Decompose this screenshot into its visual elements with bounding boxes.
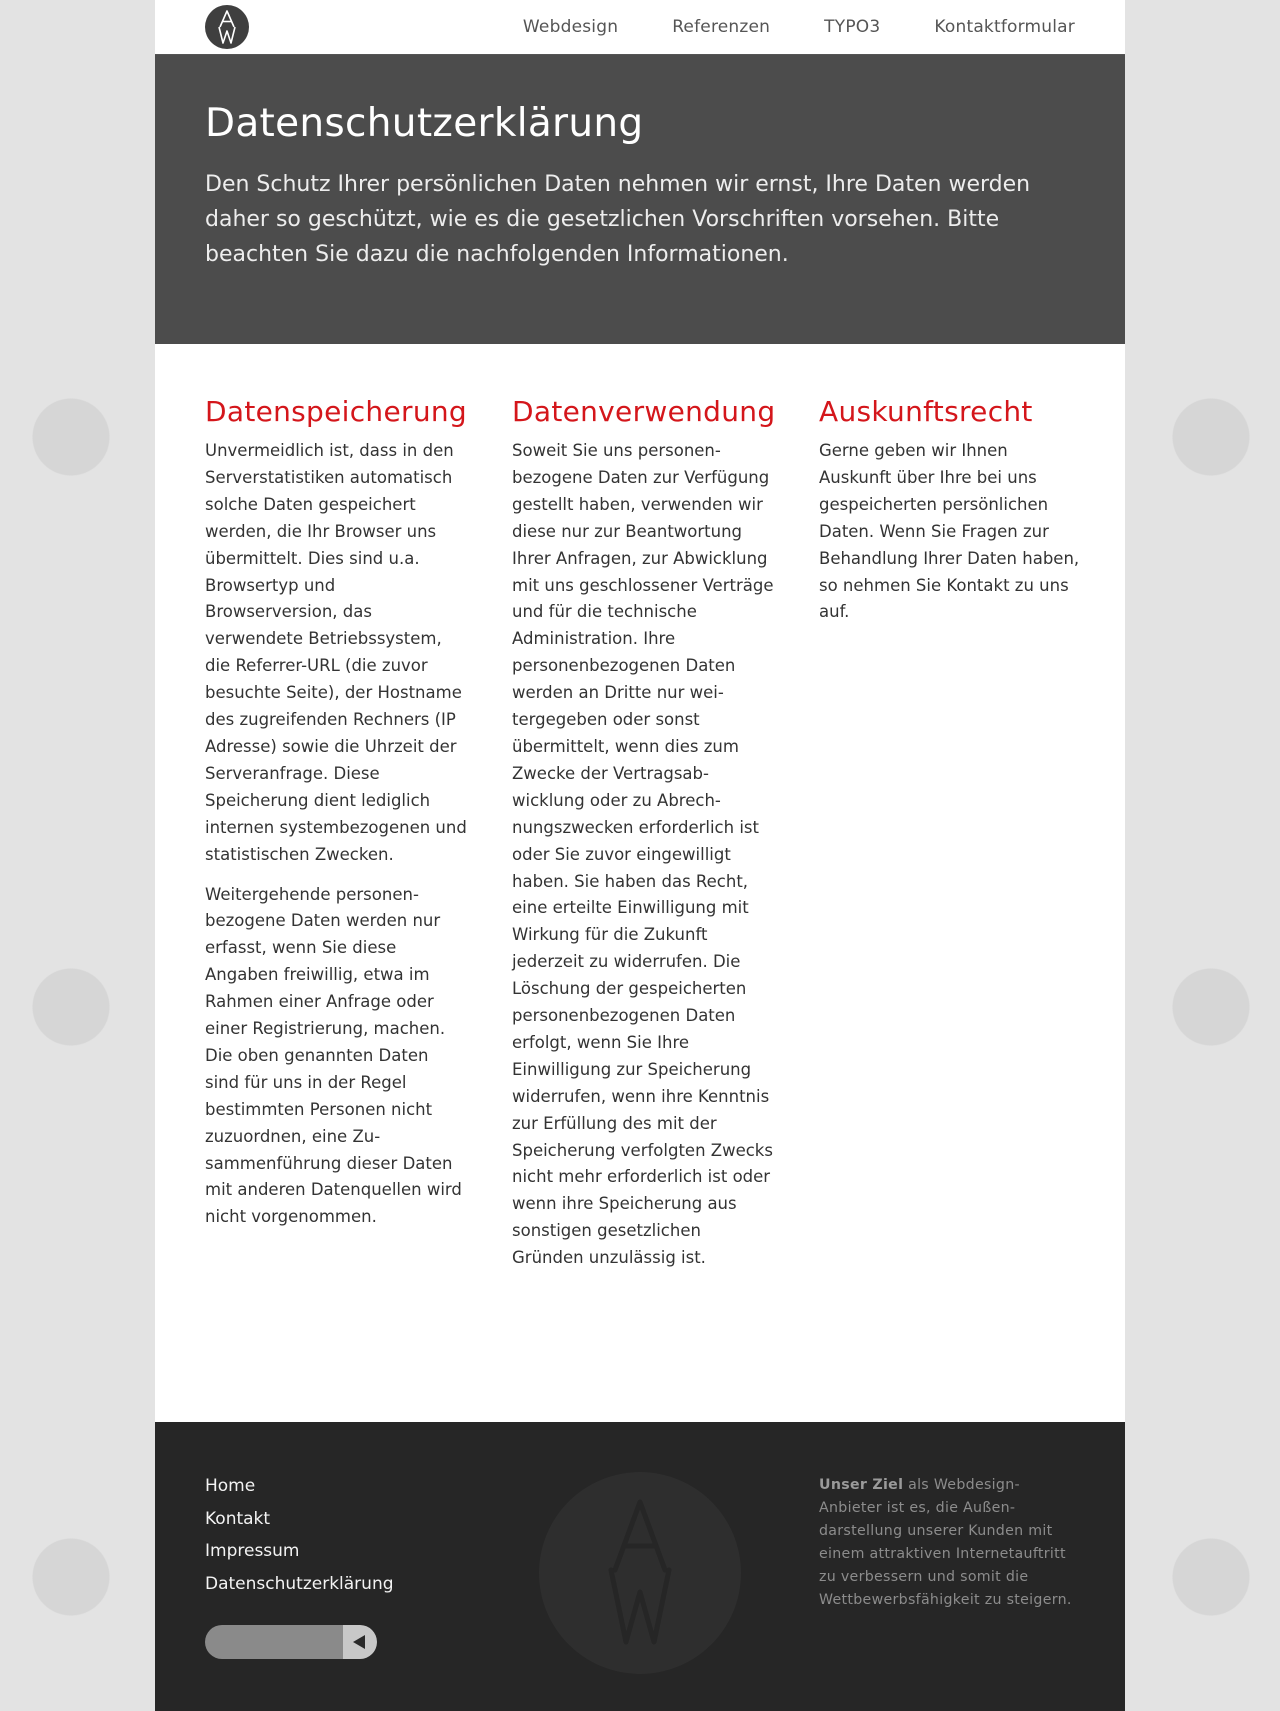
footer-links [205,1470,394,1601]
nav-item-kontaktformular[interactable]: Kontaktformular [934,17,1075,37]
footer-search [205,1625,377,1659]
column-datenspeicherung [205,394,467,1244]
nav-item-typo3[interactable]: TYPO3 [824,17,881,37]
aim-bold-label: Unser Ziel [819,1477,904,1493]
main-content [155,344,1125,1422]
search-submit-button[interactable] [343,1625,377,1659]
search-arrow-icon [353,1635,365,1649]
nav-item-referenzen[interactable]: Referenzen [672,17,771,37]
page-title: Datenschutzerklärung [205,101,644,146]
hero-lead-text: Den Schutz Ihrer persönlichen Daten nehmen wir ernst, Ihre Daten werden daher so geschützt, wie es die gesetzlichen Vorschriften vorsehen. Bitte beachten Sie dazu die nachfolgenden Informationen. [205,172,1031,267]
section-paragraph: Gerne geben wir Ihnen Auskunft über Ihre bei uns gespeicherten persönlichen Daten. Wenn Sie Fragen zur Behandlung Ihrer Daten haben, so nehmen Sie Kontakt zu uns auf. [819,441,1080,622]
main-nav [523,0,1075,54]
footer-link-impressum[interactable]: Impressum [205,1541,300,1562]
footer-aim-text [819,1474,1077,1612]
aim-description: als Webdesign-Anbieter ist es, die Außendarstellung unserer Kunden mit einem attraktiven Internetauftritt zu verbessern und somit die Wettbewerbsfähigkeit zu steigern. [819,1477,1072,1608]
aw-logo-icon[interactable] [205,5,249,49]
column-datenverwendung [512,394,774,1285]
hero-banner [155,55,1125,344]
search-input[interactable] [205,1625,357,1659]
footer-link-kontakt[interactable]: Kontakt [205,1508,271,1529]
section-heading: Datenspeicherung [205,395,467,428]
section-heading: Datenverwendung [512,395,776,428]
page-container [155,0,1125,1711]
column-auskunftsrecht [819,394,1081,639]
section-paragraph: Unvermeidlich ist, dass in den Serverstatistiken automatisch solche Daten gespeichert werden, die Ihr Browser uns übermittelt. Dies sind u.a. Browsertyp und Browserversion, das verwendete Betriebssystem, die Referrer-URL (die zuvor besuchte Seite), der Hostname des zugreifenden Rechners (IP Adresse) sowie die Uhrzeit der Serveranfrage. Diese Speicherung dient lediglich internen systembezogenen und statistischen Zwecken. [205,441,467,864]
footer [155,1422,1125,1711]
aw-watermark-icon [539,1472,741,1674]
footer-link-home[interactable]: Home [205,1476,256,1496]
footer-link-datenschutz[interactable]: Datenschutzerklärung [205,1574,394,1595]
nav-item-webdesign[interactable]: Webdesign [522,17,619,37]
section-paragraph: Soweit Sie uns personenbezogene Daten zur Verfügung gestellt haben, verwenden wir diese nur zur Beantwortung Ihrer Anfragen, zur Abwicklung mit uns geschlossener Verträge und für die technische Administration. Ihre personenbezogenen Daten werden an Dritte nur weitergegeben oder sonst übermittelt, wenn dies zum Zwecke der Vertragsabwicklung oder zu Abrechnungszwecken erforderlich ist oder Sie zuvor eingewilligt haben. Sie haben das Recht, eine erteilte Einwilligung mit Wirkung für die Zukunft jederzeit zu widerrufen. Die Löschung der gespeicherten personenbezogenen Daten erfolgt, wenn Sie Ihre Einwilligung zur Speicherung widerrufen, wenn ihre Kenntnis zur Erfüllung des mit der Speicherung verfolgten Zwecks nicht mehr erforderlich ist oder wenn ihre Speicherung aus sonstigen gesetzlichen Gründen unzulässig ist. [512,441,774,1268]
section-heading: Auskunftsrecht [819,395,1033,428]
section-paragraph: Weitergehende personenbezogene Daten werden nur erfasst, wenn Sie diese Angaben freiwillig, etwa im Rahmen einer Anfrage oder einer Registrierung, machen. Die oben genannten Daten sind für uns in der Regel bestimmten Personen nicht zuzuordnen, eine Zusammenführung dieser Daten mit anderen Datenquellen wird nicht vorgenommen. [205,884,462,1227]
top-navigation [155,0,1125,55]
